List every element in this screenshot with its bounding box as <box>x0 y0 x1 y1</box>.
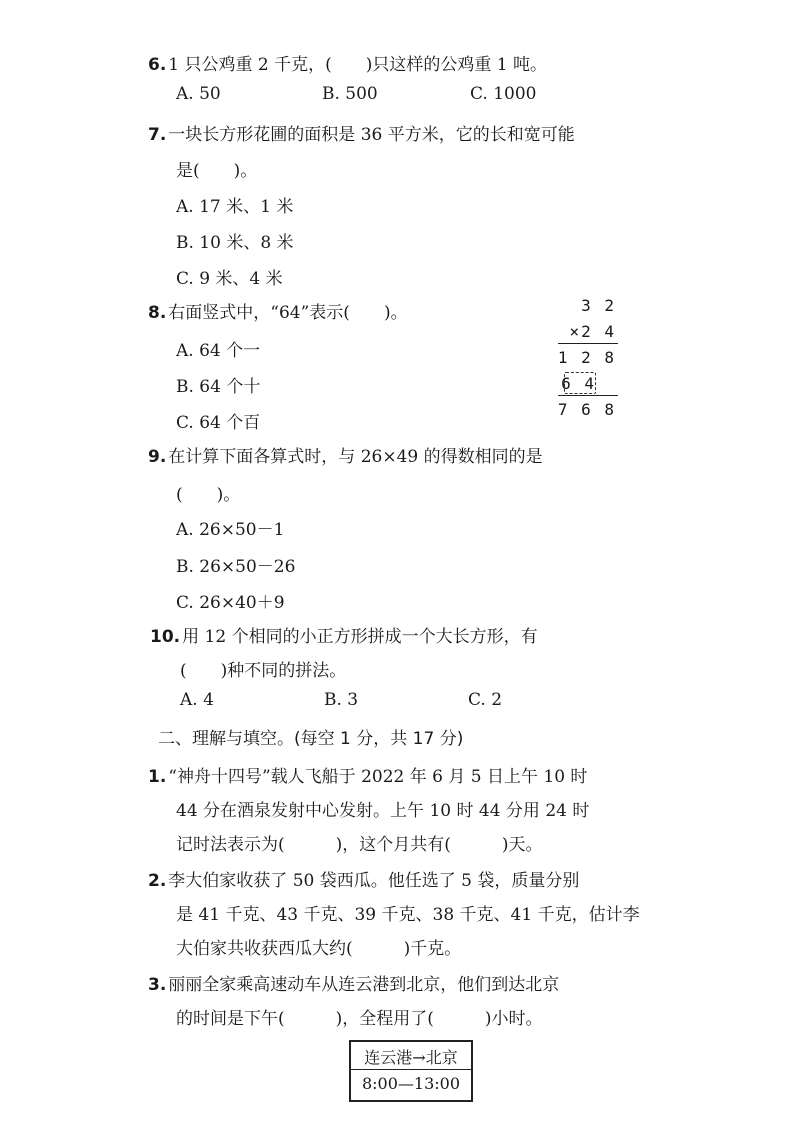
option-a: A. 26×50－1 <box>176 520 285 540</box>
question-text: 用 12 个相同的小正方形拼成一个大长方形，有 <box>182 627 538 647</box>
option-a: A. 64 个一 <box>176 341 261 361</box>
question-text: 右面竖式中，“64”表示( )。 <box>168 303 408 323</box>
question-number: 8. <box>148 303 167 323</box>
question-text: 1 只公鸡重 2 千克，( )只这样的公鸡重 1 吨。 <box>168 55 548 75</box>
question-text-cont: ( )。 <box>176 485 241 505</box>
option-a: A. 17 米、1 米 <box>176 197 294 217</box>
calc-line <box>558 343 618 344</box>
option-b: B. 26×50－26 <box>176 557 296 577</box>
option-c: C. 1000 <box>470 84 537 104</box>
question-text: 一块长方形花圃的面积是 36 平方米，它的长和宽可能 <box>168 125 575 145</box>
option-b: B. 64 个十 <box>176 377 261 397</box>
calc-line <box>558 395 618 396</box>
question-text-cont: 大伯家共收获西瓜大约( )千克。 <box>176 939 462 959</box>
section-title: 二、理解与填空。(每空 1 分，共 17 分) <box>158 729 464 749</box>
question-text: “神舟十四号”载人飞船于 2022 年 6 月 5 日上午 10 时 <box>168 767 588 787</box>
question-text-cont: 记时法表示为( )，这个月共有( )天。 <box>176 835 543 855</box>
option-b: B. 500 <box>322 84 378 104</box>
option-a: A. 50 <box>176 84 221 104</box>
question-text-cont: 是( )。 <box>176 161 258 181</box>
option-a: A. 4 <box>180 690 214 710</box>
schedule-route: 连云港→北京 <box>364 1048 458 1067</box>
question-text: 在计算下面各算式时，与 26×49 的得数相同的是 <box>168 447 543 467</box>
question-text-cont: 是 41 千克、43 千克、39 千克、38 千克、41 千克，估计李 <box>176 905 640 925</box>
question-number: 6. <box>148 55 167 75</box>
option-b: B. 10 米、8 米 <box>176 233 294 253</box>
question-number: 2. <box>148 871 167 891</box>
vertical-multiplication <box>556 296 616 426</box>
question-6 <box>148 50 547 75</box>
calc-row-product: 7 6 8 <box>557 400 616 419</box>
question-8 <box>148 298 408 323</box>
question-number: 10. <box>150 627 181 647</box>
calc-row-multiplicand: 3 2 <box>581 296 616 315</box>
option-c: C. 64 个百 <box>176 413 261 433</box>
question-7 <box>148 120 575 145</box>
option-b: B. 3 <box>324 690 359 710</box>
calc-row-partial-1: 1 2 8 <box>557 348 616 367</box>
question-number: 3. <box>148 975 167 995</box>
question-text: 李大伯家收获了 50 袋西瓜。他任选了 5 袋，质量分别 <box>168 871 580 891</box>
schedule-time: 8:00—13:00 <box>361 1074 461 1093</box>
option-c: C. 9 米、4 米 <box>176 269 283 289</box>
train-schedule-box <box>349 1040 473 1102</box>
schedule-divider <box>351 1069 471 1070</box>
question-9 <box>148 442 543 467</box>
question-10 <box>150 622 538 647</box>
question-text-cont: 的时间是下午( )，全程用了( )小时。 <box>176 1009 543 1029</box>
option-c: C. 2 <box>468 690 503 710</box>
question-number: 9. <box>148 447 167 467</box>
question-text-cont: 44 分在酒泉发射中心发射。上午 10 时 44 分用 24 时 <box>176 801 590 821</box>
option-c: C. 26×40＋9 <box>176 593 285 613</box>
fill-question-3 <box>148 970 559 995</box>
calc-row-multiplier: ×2 4 <box>569 322 616 341</box>
fill-question-1 <box>148 762 587 787</box>
question-text: 丽丽全家乘高速动车从连云港到北京，他们到达北京 <box>168 975 560 995</box>
question-text-cont: ( )种不同的拼法。 <box>180 661 347 681</box>
question-number: 1. <box>148 767 167 787</box>
fill-question-2 <box>148 866 579 891</box>
question-number: 7. <box>148 125 167 145</box>
calc-row-partial-2: 6 4 <box>561 374 596 393</box>
